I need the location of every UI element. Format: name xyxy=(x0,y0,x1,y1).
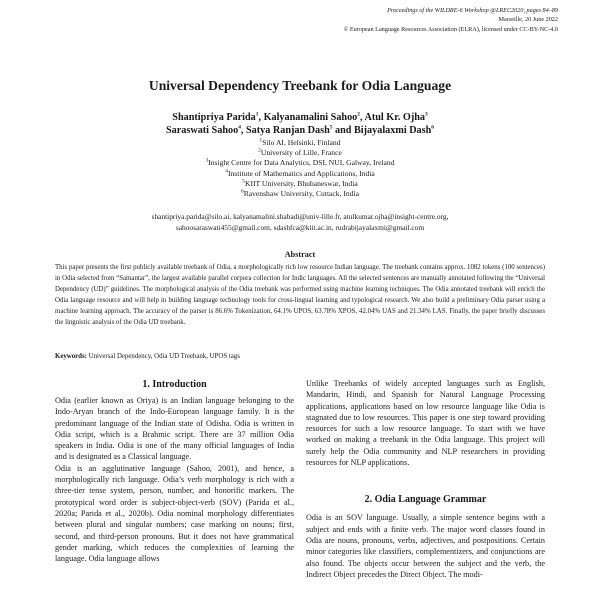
location-date-line: Marseille, 20 June 2022 xyxy=(498,16,558,24)
paragraph: Odia is an SOV language. Usually, a simple sentence begins with a subject and ends with a finite verb. The major word classes found in Odia are nouns, pronouns, verbs, adjectives, and postpositions. Certain minor categories like classifiers, complementizers, and conjunctions are also found. The objects occur between the subject and the verb, the Indirect Object precedes the Direct Object. The modi- xyxy=(306,513,545,579)
page-header xyxy=(138,6,558,34)
author-name: Kalyanamalini Sahoo xyxy=(263,112,358,123)
email-line: shantipriya.parida@silo.ai, kalyanamalini.shabadi@univ-lille.fr, atulkumar.ojha@insight-centre.org, xyxy=(151,212,449,221)
keywords-label: Keywords: xyxy=(55,353,87,360)
author-name: Satya Ranjan Dash xyxy=(245,125,330,136)
paragraph: Odia (earlier known as Oriya) is an Indian language belonging to the Indo-Aryan branch of the Indo-European language family. It is the predominant language of the Indian state of Odisha. Odia is written in Odia script, which is a Brahmic script. There are 37 million Odia speakers in India. Odia is one of the many official languages of India and is designated as a Classical language. xyxy=(55,396,294,462)
affiliation-text: Silo AI, Helsinki, Finland xyxy=(262,138,341,147)
affiliation-text: Institute of Mathematics and Applications, India xyxy=(227,168,375,178)
author-name: Saraswati Sahoo xyxy=(166,125,239,136)
license-line: © European Language Resources Association (ELRA), licensed under CC-BY-NC-4.0 xyxy=(343,25,558,33)
affiliation-line xyxy=(0,189,600,199)
author-name: Shantipriya Parida xyxy=(172,112,256,123)
section-heading: 2. Odia Language Grammar xyxy=(364,494,487,506)
right-column xyxy=(306,378,545,580)
author-superscript: 4 xyxy=(238,124,241,131)
affiliation-list xyxy=(0,138,600,199)
author-separator: , xyxy=(258,112,264,123)
author-conjunction: and xyxy=(332,125,355,136)
affiliation-line xyxy=(0,179,600,189)
email-line: sahoosaraswati455@gmail.com, sdashfca@kiit.ac.in, rudrabijayalaxmi@gmail.com xyxy=(175,223,425,233)
author-list xyxy=(0,111,600,137)
paragraph: Unlike Treebanks of widely accepted languages such as English, Mandarin, Hindi, and Spanish for Natural Language Processing applications, applications based on low resource language like Odia is stagnated due to low resources. This paper is one step toward providing resources for such a low resource language. To start with we have worked on making a treebank in the Odia language. This project will surely help the Odia community and NLP researchers in providing resources for NLP applications. xyxy=(306,379,545,468)
keywords-text: Universal Dependency, Odia UD Treebank, UPOS tags xyxy=(86,353,240,360)
abstract-heading: Abstract xyxy=(284,250,316,259)
affiliation-text: Insight Centre for Data Analytics, DSI, NUI, Galway, Ireland xyxy=(208,158,395,168)
affiliation-text: Ravenshaw University, Cuttack, India xyxy=(243,189,359,199)
author-superscript: 2 xyxy=(357,111,360,118)
author-superscript: 3 xyxy=(425,111,428,118)
affiliation-number: 3 xyxy=(205,157,209,164)
affiliation-number: 6 xyxy=(241,188,244,195)
author-separator: , xyxy=(359,112,365,123)
author-superscript: 5 xyxy=(329,124,333,131)
affiliation-line xyxy=(0,169,600,179)
email-list xyxy=(0,211,600,234)
author-superscript: 1 xyxy=(255,111,259,118)
affiliation-number: 1 xyxy=(259,137,263,144)
left-column xyxy=(55,378,294,564)
paper-title: Universal Dependency Treebank for Odia Language xyxy=(148,78,452,93)
affiliation-text: KIIT University, Bhubaneswar, India xyxy=(244,178,358,188)
affiliation-line xyxy=(0,158,600,168)
abstract-text: This paper presents the first publicly available treebank of Odia, a morphologically rich low resource Indian language. The treebank contains approx. 1082 tokens (100 sentences) in Odia selected from “Samantar”, the largest available parallel corpora collection for Indic languages. All the selected sentences are manually annotated following the “Universal Dependency (UD)” guidelines. The morphological analysis of the Odia treebank was performed using machine learning techniques. The Odia annotated treebank will enrich the Odia language resource and will help in building language technology tools for cross-lingual learning and typological research. We also build a preliminary Odia parser using a machine learning approach. The accuracy of the parser is 86.6% Tokenization, 64.1% UPOS, 63.78% XPOS, 42.04% UAS and 21.34% LAS. Finally, the paper briefly discusses the linguistic analysis of the Odia UD treebank. xyxy=(55,264,545,326)
section-heading: 1. Introduction xyxy=(142,379,207,390)
affiliation-text: University of Lille, France xyxy=(260,148,342,158)
author-superscript: 6 xyxy=(431,124,434,131)
author-name: Bijayalaxmi Dash xyxy=(354,125,432,136)
affiliation-number: 4 xyxy=(225,168,228,175)
affiliation-number: 2 xyxy=(258,147,261,154)
proceedings-line: Proceedings of the WILDRE-6 Workshop @LREC2020, pages 84–89 xyxy=(387,7,558,14)
affiliation-line xyxy=(0,138,600,148)
affiliation-line xyxy=(0,148,600,158)
affiliation-number: 5 xyxy=(242,178,245,185)
paragraph: Odia is an agglutinative language (Sahoo, 2001), and hence, a morphologically rich language. Odia’s verb morphology is rich with a three-tier tense system, person, number, and honorific markers. The prototypical word order is subject-object-verb (SOV) (Parida et al., 2020a; Parida et al., 2020b). Odia nominal morphology differentiates between plural and singular numbers; case marking on nouns; first, second, and third-person pronouns. But it does not have grammatical gender marking, which reduces the complexities of learning the language. Odia language allows xyxy=(55,463,294,564)
author-name: Atul Kr. Ojha xyxy=(364,112,425,123)
keywords-line xyxy=(55,353,545,360)
author-separator: , xyxy=(240,125,246,136)
